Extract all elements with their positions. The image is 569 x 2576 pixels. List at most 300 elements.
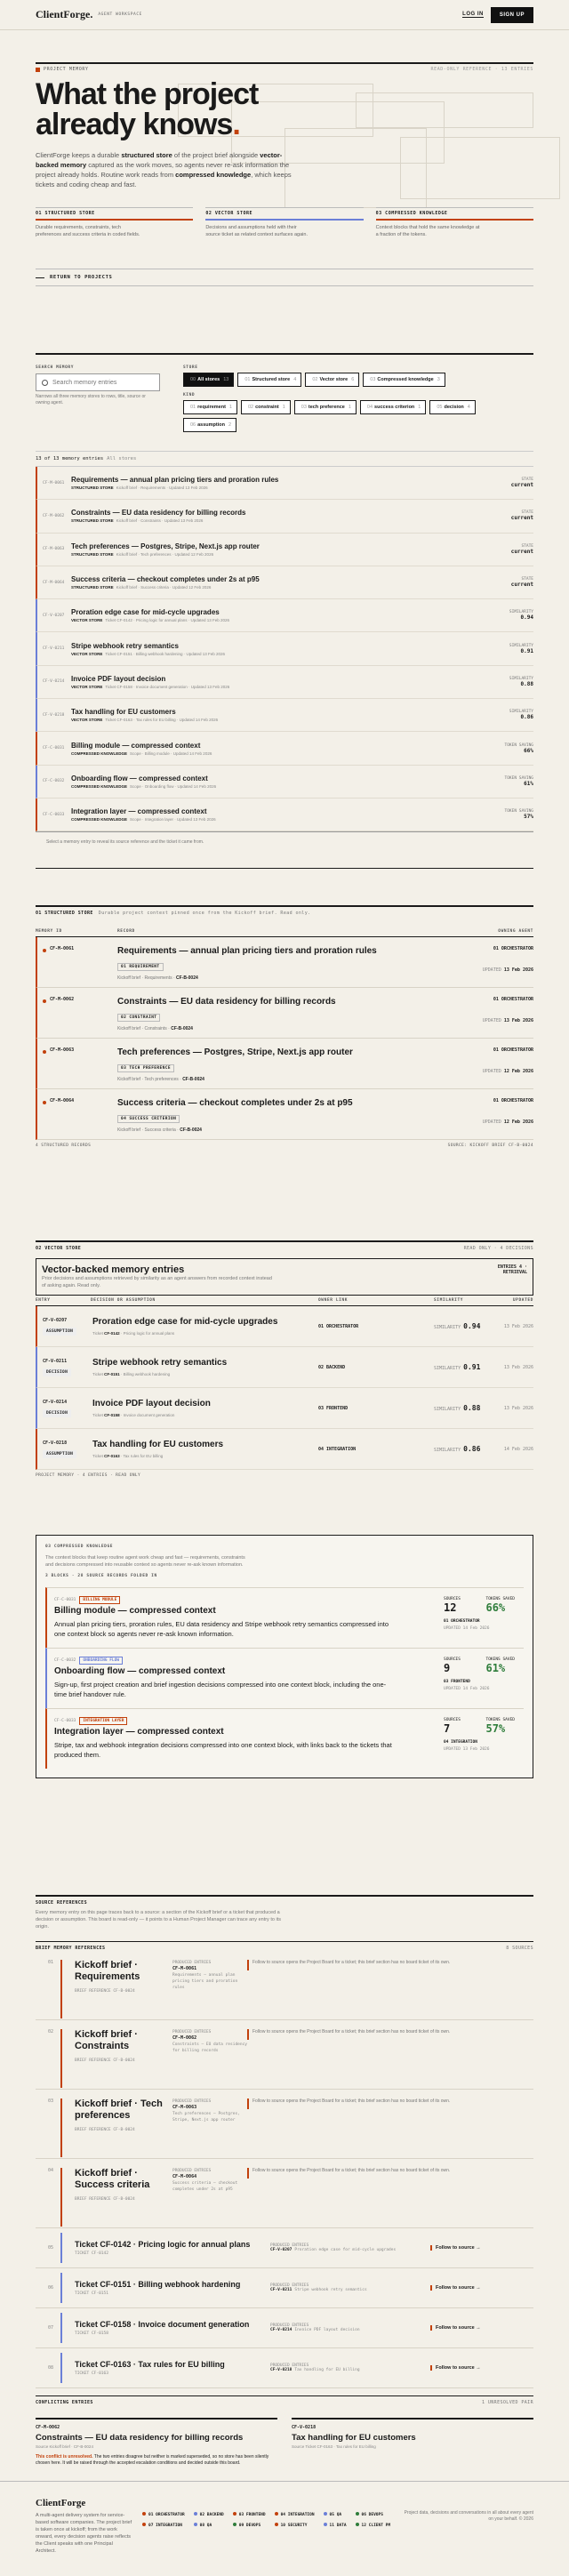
produced-entries <box>172 2099 247 2158</box>
sources-metric <box>444 1657 461 1674</box>
store-tile-desc: Durable requirements, constraints, tech preferences and success criteria in coded fields. <box>36 225 140 237</box>
compressed-agent: 03 FRONTEND <box>444 1680 470 1684</box>
memory-id: CF-C-0031 <box>43 746 65 751</box>
produced-id[interactable]: CF-M-0063 <box>172 2105 197 2110</box>
ticket-id[interactable]: CF-0163 <box>104 1454 120 1458</box>
vector-ticket <box>92 1454 318 1458</box>
source-id: CF-B-0024 <box>176 975 198 981</box>
source-id: CF-B-0024 <box>182 1077 204 1082</box>
compressed-numbers <box>444 1657 515 1674</box>
structured-updated <box>462 1018 533 1023</box>
structured-row[interactable] <box>36 988 533 1039</box>
similarity <box>434 1445 496 1453</box>
compressed-metrics <box>444 1657 524 1699</box>
memory-store: COMPRESSED KNOWLEDGE <box>71 750 128 756</box>
legend-label: ORCHESTRATOR <box>156 2513 185 2517</box>
memory-title: Requirements — annual plan pricing tiers and proration rules <box>71 476 279 485</box>
compressed-updated: UPDATED 14 Feb 2026 <box>444 1626 490 1631</box>
logo[interactable]: ClientForge. <box>36 8 93 20</box>
vector-row[interactable] <box>36 1306 533 1347</box>
follow-to-source-link[interactable]: Follow to source → <box>430 2365 481 2371</box>
ref-number: 02 <box>48 2029 54 2034</box>
conflict-entry-a[interactable]: CF-M-0062 Constraints — EU data residency for billing records Source Kickoff brief · CF-B-0024 This conflict is unresolved. The two entries disagree but neither is marked superseded, so no store has been silently chosen here. It will be raised through the accepted escalation conditions and decided outside this board. <box>36 2418 277 2467</box>
structured-id-text: CF-M-0064 <box>50 1098 75 1103</box>
brief-refs-head: BRIEF MEMORY REFERENCES 8 SOURCES <box>36 1941 533 1951</box>
conflict-entry-b[interactable]: CF-V-0218 Tax handling for EU customers Source Ticket CF-0163 · Tax rules for EU billing <box>292 2418 533 2467</box>
chip-number: 03 <box>370 377 376 382</box>
memory-source: Kickoff brief · Requirements · Updated 13 Feb 2026 <box>116 486 208 491</box>
tokens-metric <box>485 1657 515 1674</box>
memory-state-label: SIMILARITY <box>509 676 533 681</box>
memory-meta <box>71 652 500 656</box>
tokens-value: 57% <box>485 1722 506 1735</box>
produced-id[interactable]: CF-M-0064 <box>172 2174 197 2179</box>
memory-meta <box>71 552 500 557</box>
produced-entries <box>172 2029 247 2089</box>
memory-title: Invoice PDF layout decision <box>71 674 166 683</box>
sources-label: SOURCES <box>444 1718 461 1722</box>
owner-link[interactable]: 02 BACKEND <box>318 1364 346 1370</box>
produced-id[interactable]: CF-M-0061 <box>172 1966 197 1971</box>
memory-title: Integration layer — compressed context <box>71 807 207 816</box>
produced-id[interactable]: CF-V-0214 <box>270 2328 293 2332</box>
memory-title: Tax handling for EU customers <box>71 708 176 717</box>
legend-number: 04 <box>280 2513 288 2517</box>
kind-filter-label: KIND <box>183 393 196 397</box>
source-head: SOURCE REFERENCES <box>36 1895 533 1906</box>
structured-row[interactable] <box>36 1089 533 1140</box>
ticket-desc: · Invoice document generation <box>119 1413 175 1417</box>
chip-count: 1 <box>228 405 232 410</box>
compressed-title: Onboarding flow — compressed context <box>54 1666 226 1676</box>
memory-store: COMPRESSED KNOWLEDGE <box>71 783 128 789</box>
structured-body <box>117 997 462 1038</box>
vector-footer: PROJECT MEMORY · 4 ENTRIES · READ ONLY <box>36 1473 141 1478</box>
filter-chip-requirement[interactable] <box>183 400 237 414</box>
memory-state-label: STATE <box>521 543 533 549</box>
store-tiles <box>36 207 533 238</box>
store-tile-name: 02 VECTOR STORE <box>205 211 252 216</box>
memory-meta <box>71 817 500 822</box>
chip-label: Compressed knowledge <box>377 377 434 382</box>
memory-row[interactable] <box>36 766 533 798</box>
filter-chip-compressed-knowledge[interactable] <box>363 373 445 387</box>
vector-title: Tax handling for EU customers <box>92 1440 224 1449</box>
memory-store: VECTOR STORE <box>71 684 103 689</box>
brief-reference-row <box>36 2090 533 2159</box>
structured-head: 01 STRUCTURED STORE Durable project context pinned once from the Kickoff brief. Read only. <box>36 905 533 916</box>
memory-list <box>36 467 533 831</box>
memory-source: Scope · Integration layer · Updated 13 Feb 2026 <box>130 817 216 823</box>
memory-store: VECTOR STORE <box>71 618 103 623</box>
footer-logo[interactable]: ClientForge <box>36 2498 86 2508</box>
structured-title: Constraints — EU data residency for billing records <box>117 997 336 1007</box>
brief-reference-list <box>36 1951 533 2228</box>
memory-main <box>71 642 500 656</box>
memory-meta <box>71 618 500 622</box>
produced-desc: Invoice PDF layout decision <box>294 2328 360 2332</box>
structured-body <box>117 1098 462 1139</box>
memory-meta <box>71 518 500 523</box>
vector-updated: 14 Feb 2026 <box>503 1446 533 1452</box>
ref-note: Follow to source opens the Project Board for a ticket; this brief section has no board ticket of its own. <box>247 2168 533 2179</box>
structured-title: Requirements — annual plan pricing tiers and proration rules <box>117 946 377 956</box>
memory-state-label: TOKEN SAVING <box>504 809 533 815</box>
memory-title: Onboarding flow — compressed context <box>71 774 208 782</box>
source-text: Kickoff brief · Requirements · <box>117 975 177 981</box>
ref-number: 05 <box>48 2245 54 2251</box>
return-to-projects-link[interactable]: RETURN TO PROJECTS <box>36 269 533 286</box>
compressed-metrics <box>444 1718 524 1760</box>
vector-body <box>92 1399 318 1417</box>
store-tile-name: 03 COMPRESSED KNOWLEDGE <box>375 211 448 216</box>
compressed-body <box>54 1657 444 1699</box>
ref-number: 08 <box>48 2365 54 2371</box>
owner-link[interactable]: 03 FRONTEND <box>318 1405 349 1411</box>
produced-desc: Proration edge case for mid-cycle upgrades <box>294 2248 397 2252</box>
memory-state <box>500 710 533 720</box>
status-dot <box>43 1050 46 1054</box>
conflict-head: CONFLICTING ENTRIES 1 UNRESOLVED PAIR <box>36 2395 533 2405</box>
compressed-id-text: CF-C-0033 <box>54 1719 76 1723</box>
memory-row[interactable] <box>36 666 533 699</box>
vector-kind-badge: ASSUMPTION <box>43 1450 76 1458</box>
filter-chip-all-stores[interactable] <box>183 373 234 387</box>
follow-to-source-link[interactable]: Follow to source → <box>430 2325 481 2331</box>
chip-label: tech preference <box>308 405 345 410</box>
logo-subtitle: AGENT WORKSPACE <box>98 12 142 17</box>
updated-date: 13 Feb 2026 <box>503 1018 533 1023</box>
conflict-warning: This conflict is unresolved. The two entries disagree but neither is marked superseded, so no store has been silently chosen here. It will be raised through the accepted escalation conditions and decided outside this board. <box>36 2454 269 2466</box>
memory-source: Scope · Onboarding flow · Updated 14 Feb 2026 <box>130 783 217 789</box>
ref-title: Kickoff brief · Tech preferences BRIEF REFERENCE CF-B-0024 <box>75 2099 172 2158</box>
structured-kind-badge: 01 REQUIREMENT <box>117 963 164 971</box>
memory-row[interactable] <box>36 732 533 765</box>
vector-title: Vector-backed memory entries <box>42 1264 185 1275</box>
produced-entries <box>270 2243 430 2252</box>
legend-item <box>194 2523 224 2528</box>
memory-main <box>71 476 500 490</box>
memory-state-label: STATE <box>521 577 533 582</box>
ref-number: 03 <box>48 2099 54 2104</box>
memory-main <box>71 608 500 622</box>
memory-row[interactable] <box>36 599 533 632</box>
memory-store: VECTOR STORE <box>71 651 103 656</box>
vector-updated: 13 Feb 2026 <box>503 1323 533 1329</box>
memory-state-value: current <box>510 482 533 489</box>
structured-id <box>43 1098 117 1139</box>
legend-number: 03 <box>238 2513 246 2517</box>
filter-chip-assumption[interactable] <box>183 418 236 432</box>
legend-item <box>324 2523 347 2528</box>
compressed-updated: UPDATED 14 Feb 2026 <box>444 1687 490 1691</box>
memory-source: Ticket CF-0163 · Tax rules for EU billing · Updated 14 Feb 2026 <box>105 718 219 723</box>
memory-state-value: current <box>510 515 533 522</box>
owning-agent <box>462 1098 533 1139</box>
vector-kind-badge: DECISION <box>43 1409 71 1417</box>
memory-row[interactable] <box>36 699 533 732</box>
tokens-metric <box>485 1718 515 1735</box>
structured-title: Success criteria — checkout completes under 2s at p95 <box>117 1098 353 1108</box>
legend-dot <box>356 2523 359 2526</box>
filter-chip-vector-store[interactable] <box>305 373 359 387</box>
follow-to-source-link[interactable]: Follow to source → <box>430 2245 481 2251</box>
structured-id-text: CF-M-0063 <box>50 1047 75 1053</box>
chip-number: 03 <box>301 405 307 410</box>
memory-main <box>71 509 500 523</box>
memory-store: STRUCTURED STORE <box>71 518 114 524</box>
legend-label: BACKEND <box>206 2513 224 2517</box>
chip-number: 05 <box>437 405 443 410</box>
tokens-label: TOKENS SAVED <box>485 1718 515 1722</box>
ticket-label: Ticket <box>92 1413 105 1417</box>
chip-label: constraint <box>255 405 279 410</box>
search-input[interactable]: Search memory entries <box>36 373 160 391</box>
memory-title: Proration edge case for mid-cycle upgrades <box>71 608 220 617</box>
chip-label: Structured store <box>252 377 291 382</box>
memory-state <box>500 510 533 521</box>
compressed-card[interactable] <box>45 1708 524 1769</box>
filter-chip-success-criterion[interactable] <box>360 400 426 414</box>
ticket-reference-row <box>36 2308 533 2348</box>
vector-title: Proration edge case for mid-cycle upgrades <box>92 1317 278 1327</box>
ticket-id[interactable]: CF-0142 <box>104 1331 120 1336</box>
legend-dot <box>275 2512 278 2516</box>
follow-to-source-link[interactable]: Follow to source → <box>430 2285 481 2291</box>
tokens-value: 66% <box>485 1601 506 1614</box>
vector-entry-count: ENTRIES 4 · RETRIEVAL <box>497 1264 527 1275</box>
source-references-section <box>36 1895 533 2388</box>
memory-row[interactable] <box>36 566 533 599</box>
memory-store: STRUCTURED STORE <box>71 486 114 491</box>
memory-meta <box>71 718 500 722</box>
legend-item <box>356 2512 391 2517</box>
hero-description: ClientForge keeps a durable structured store of the project brief alongside vector-backed memory captured as the work moves, so agents never re-ask information the project already holds. Routine work reads from compressed knowledge, which keeps tickets and coding cheap and fast. <box>36 151 292 189</box>
produced-id[interactable]: CF-V-0211 <box>270 2288 293 2292</box>
ref-title: Kickoff brief · Requirements BRIEF REFERENCE CF-B-0024 <box>75 1960 172 2019</box>
memory-row[interactable] <box>36 534 533 566</box>
legend-label: DEVOPS <box>368 2513 383 2517</box>
memory-source: Kickoff brief · Tech preferences · Updated 12 Feb 2026 <box>116 551 214 557</box>
ref-number: 06 <box>48 2285 54 2291</box>
legend-number: 07 <box>148 2524 156 2528</box>
compressed-card[interactable] <box>45 1587 524 1648</box>
memory-title: Billing module — compressed context <box>71 741 201 750</box>
memory-id: CF-M-0061 <box>43 480 65 486</box>
memory-id: CF-C-0032 <box>43 779 65 784</box>
store-tile-bar <box>376 219 533 221</box>
ref-bar <box>60 2273 62 2303</box>
vector-id: CF-V-0214 <box>43 1399 68 1405</box>
similarity <box>434 1404 496 1412</box>
legend-dot <box>194 2523 197 2526</box>
memory-state <box>500 644 533 654</box>
produced-id[interactable]: CF-V-0218 <box>270 2368 293 2372</box>
memory-id: CF-M-0063 <box>43 547 65 552</box>
ticket-id[interactable]: CF-0158 <box>104 1413 120 1417</box>
memory-source: Ticket CF-0142 · Pricing logic for annual plans · Updated 13 Feb 2026 <box>105 618 230 623</box>
legend-label: FRONTEND <box>245 2513 266 2517</box>
compressed-tag: INTEGRATION LAYER <box>79 1717 127 1725</box>
signup-button[interactable]: SIGN UP <box>491 7 533 23</box>
ticket-id[interactable]: CF-0151 <box>104 1372 120 1376</box>
legend-number: 12 <box>361 2524 369 2528</box>
memory-state <box>500 743 533 754</box>
chip-label: All stores <box>197 377 220 382</box>
ref-bar <box>60 2233 62 2263</box>
legend-number: 06 <box>361 2513 369 2517</box>
ref-bar <box>60 2313 62 2343</box>
updated-label: UPDATED <box>482 1069 504 1074</box>
ticket-label: Ticket <box>92 1331 105 1336</box>
ticket-reference-row <box>36 2348 533 2388</box>
sources-value: 9 <box>444 1662 451 1674</box>
legend-label: INTEGRATION <box>287 2513 315 2517</box>
chip-count: 13 <box>223 377 229 382</box>
memory-source: Kickoff brief · Constraints · Updated 13 Feb 2026 <box>116 518 204 524</box>
produced-entries <box>270 2283 430 2292</box>
memory-state-label: TOKEN SAVING <box>504 742 533 748</box>
compressed-card[interactable] <box>45 1648 524 1708</box>
memory-meta <box>71 585 500 590</box>
sources-value: 7 <box>444 1722 451 1735</box>
legend-label: INTEGRATION <box>156 2524 182 2528</box>
ref-title: Ticket CF-0142 · Pricing logic for annual plans TICKET CF-0142 <box>75 2240 270 2256</box>
owner-link[interactable]: 04 INTEGRATION <box>318 1446 357 1452</box>
produced-id[interactable]: CF-V-0207 <box>270 2248 293 2252</box>
compressed-tag: BILLING MODULE <box>79 1596 120 1604</box>
memory-state <box>500 577 533 588</box>
similarity-value: 0.91 <box>463 1363 481 1371</box>
produced-desc: Success criteria — checkout completes under 2s at p95 <box>172 2181 238 2192</box>
store-tile-desc: Decisions and assumptions held with their source ticket as related context surfaces again. <box>205 225 308 237</box>
vector-title: Stripe webhook retry semantics <box>92 1358 228 1368</box>
ref-title: Ticket CF-0158 · Invoice document generation TICKET CF-0158 <box>75 2320 270 2336</box>
ref-bar <box>60 1960 62 2018</box>
memory-id: CF-M-0064 <box>43 580 65 585</box>
sources-label: SOURCES <box>444 1597 461 1601</box>
hero <box>0 30 569 313</box>
ticket-label: Ticket <box>92 1372 105 1376</box>
ref-id: BRIEF REFERENCE CF-B-0024 <box>75 1989 135 1994</box>
owner-link[interactable]: 01 ORCHESTRATOR <box>318 1323 359 1329</box>
legend-number: 02 <box>199 2513 207 2517</box>
ref-bar <box>60 2353 62 2383</box>
compressed-agent: 01 ORCHESTRATOR <box>444 1619 480 1624</box>
legend-label: CLIENT PM <box>368 2524 391 2528</box>
agent-name: 01 ORCHESTRATOR <box>493 997 533 1002</box>
filter-chip-constraint[interactable] <box>241 400 291 414</box>
compressed-metrics <box>444 1597 524 1639</box>
structured-table <box>36 937 533 1140</box>
store-tile <box>36 207 193 238</box>
structured-id <box>43 1047 117 1088</box>
search-label: SEARCH MEMORY <box>36 365 75 370</box>
agent-name: 01 ORCHESTRATOR <box>493 1047 533 1053</box>
structured-id <box>43 946 117 987</box>
ref-id: TICKET CF-0163 <box>75 2371 108 2376</box>
memory-row[interactable] <box>36 632 533 665</box>
compressed-stats: 3 BLOCKS · 28 SOURCE RECORDS FOLDED IN <box>45 1574 157 1578</box>
compressed-id <box>54 1718 444 1723</box>
result-count: 13 of 13 memory entries All stores <box>36 451 533 467</box>
ref-id: TICKET CF-0151 <box>75 2291 108 2296</box>
similarity <box>434 1322 496 1330</box>
vector-row[interactable] <box>36 1429 533 1470</box>
chip-number: 06 <box>190 422 196 428</box>
structured-source <box>117 1077 462 1082</box>
vector-row[interactable] <box>36 1388 533 1429</box>
legend-label: DEVOPS <box>245 2524 261 2528</box>
memory-state-value: current <box>510 548 533 555</box>
legend-number: 01 <box>148 2513 156 2517</box>
legend-item <box>233 2523 266 2528</box>
ref-id: TICKET CF-0158 <box>75 2331 108 2336</box>
structured-updated <box>462 1069 533 1074</box>
memory-state-value: 0.94 <box>520 614 533 622</box>
compressed-section <box>36 1535 533 1778</box>
vector-updated: 13 Feb 2026 <box>503 1405 533 1411</box>
vector-title: Invoice PDF layout decision <box>92 1399 211 1408</box>
store-filter <box>183 373 530 387</box>
chip-number: 01 <box>190 405 196 410</box>
memory-state-value: 0.88 <box>520 680 533 687</box>
structured-row[interactable] <box>36 937 533 988</box>
ticket-label: Ticket <box>92 1454 105 1458</box>
structured-row[interactable] <box>36 1039 533 1089</box>
owning-agent <box>462 1047 533 1088</box>
memory-title: Stripe webhook retry semantics <box>71 641 179 650</box>
source-text: Kickoff brief · Success criteria · <box>117 1128 180 1133</box>
produced-id[interactable]: CF-M-0062 <box>172 2035 197 2041</box>
updated-label: UPDATED <box>482 967 504 973</box>
vector-id: CF-V-0211 <box>43 1358 68 1364</box>
login-link[interactable]: LOG IN <box>462 12 484 17</box>
ref-number: 04 <box>48 2168 54 2173</box>
vector-panel-head <box>36 1258 533 1296</box>
compressed-id-text: CF-C-0032 <box>54 1658 76 1663</box>
memory-state-label: SIMILARITY <box>509 643 533 648</box>
memory-row[interactable] <box>36 798 533 831</box>
compressed-numbers <box>444 1597 515 1614</box>
structured-kind-badge: 03 TECH PREFERENCE <box>117 1064 174 1072</box>
filter-chip-structured-store[interactable] <box>237 373 301 387</box>
compressed-agent: 04 INTEGRATION <box>444 1740 477 1745</box>
filter-chip-tech-preference[interactable] <box>294 400 357 414</box>
search-icon <box>42 380 48 386</box>
vector-ticket <box>92 1372 318 1376</box>
compressed-title: Integration layer — compressed context <box>54 1727 224 1737</box>
vector-id: CF-V-0218 <box>43 1440 68 1446</box>
memory-state-value: 0.91 <box>520 647 533 654</box>
tokens-label: TOKENS SAVED <box>485 1597 515 1601</box>
produced-label: PRODUCED ENTRIES <box>270 2283 309 2288</box>
memory-state-value: 66% <box>524 747 533 754</box>
chip-count: 6 <box>351 377 355 382</box>
store-filter-label: STORE <box>183 365 198 370</box>
memory-row[interactable] <box>36 500 533 533</box>
produced-desc: Tax handling for EU billing <box>294 2368 360 2372</box>
store-tile <box>376 207 533 238</box>
ref-id: TICKET CF-0142 <box>75 2251 108 2256</box>
vector-row[interactable] <box>36 1347 533 1388</box>
filter-chip-decision[interactable] <box>429 400 476 414</box>
structured-id <box>43 997 117 1038</box>
memory-main <box>71 542 500 557</box>
memory-store: STRUCTURED STORE <box>71 585 114 590</box>
memory-row[interactable] <box>36 467 533 500</box>
store-tile-name: 01 STRUCTURED STORE <box>36 211 95 216</box>
